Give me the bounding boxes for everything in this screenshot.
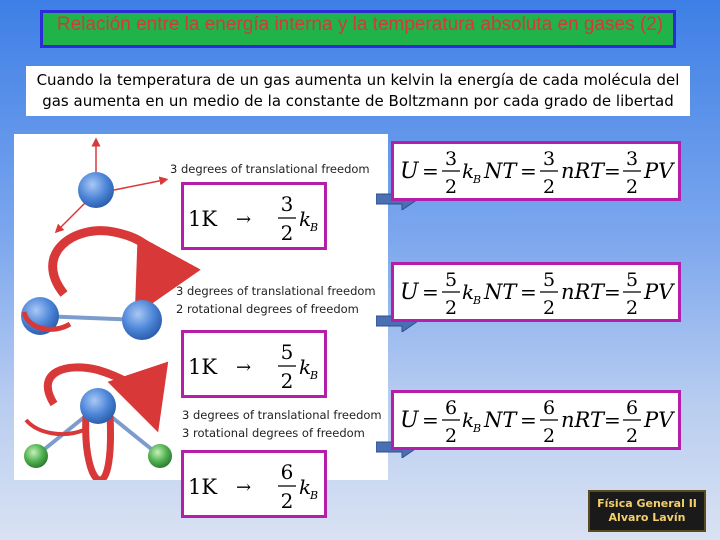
boltzmann-k: k <box>462 280 475 304</box>
boltzmann-k: k <box>462 159 475 183</box>
fraction-numerator: 5 <box>625 269 639 291</box>
boltzmann-subscript: B <box>473 294 482 307</box>
logo-line-1: Física General II <box>597 497 697 510</box>
fraction-denominator: 2 <box>625 425 639 447</box>
fraction-numerator: 6 <box>542 397 556 419</box>
energy-equation-triatomic <box>391 390 681 450</box>
kelvin-box-diatomic <box>181 330 327 398</box>
symbol-pv: PV <box>644 408 674 432</box>
diatomic-molecule <box>21 231 162 340</box>
fraction-denominator: 2 <box>444 176 458 198</box>
dof-label-diatomic <box>176 282 376 318</box>
fraction-numerator: 3 <box>542 148 556 170</box>
boltzmann-k: k <box>299 475 312 499</box>
symbol-pv: PV <box>644 159 674 183</box>
fraction-denominator: 2 <box>444 297 458 319</box>
fraction-numerator: 6 <box>280 460 294 484</box>
triatomic-molecule <box>24 367 172 480</box>
energy-equation-monatomic <box>391 141 681 201</box>
equals-sign: = <box>422 159 439 183</box>
one-kelvin: 1K <box>188 475 218 499</box>
fraction-numerator: 6 <box>444 397 458 419</box>
kelvin-box-triatomic <box>181 450 327 518</box>
symbol-u: U <box>400 408 419 433</box>
fraction-denominator: 2 <box>280 489 294 513</box>
dof-line: 3 rotational degrees of freedom <box>182 426 365 440</box>
equals-sign: = <box>604 408 621 432</box>
equals-sign: = <box>604 280 621 304</box>
symbol-nrt: nRT <box>561 159 604 183</box>
fraction-numerator: 6 <box>625 397 639 419</box>
atom-blue <box>78 172 114 208</box>
arrow-symbol: → <box>236 477 252 498</box>
dof-line: 3 degrees of translational freedom <box>170 162 370 176</box>
atom-green <box>24 444 48 468</box>
equals-sign: = <box>520 280 537 304</box>
boltzmann-subscript: B <box>473 422 482 435</box>
equals-sign: = <box>422 280 439 304</box>
equals-sign: = <box>422 408 439 432</box>
arrow-symbol: → <box>236 357 252 378</box>
fraction-numerator: 5 <box>280 340 294 364</box>
fraction-numerator: 3 <box>625 148 639 170</box>
fraction-denominator: 2 <box>542 425 556 447</box>
boltzmann-subscript: B <box>310 369 319 382</box>
atom-blue <box>122 300 162 340</box>
arrow-symbol: → <box>236 209 252 230</box>
dof-line: 2 rotational degrees of freedom <box>176 302 359 316</box>
fraction-numerator: 5 <box>542 269 556 291</box>
atom-blue <box>80 388 116 424</box>
symbol-u: U <box>400 280 419 305</box>
monatomic-molecule <box>58 142 164 230</box>
boltzmann-k: k <box>462 408 475 432</box>
fraction-denominator: 2 <box>280 221 294 245</box>
fraction-numerator: 5 <box>444 269 458 291</box>
logo-line-2: Alvaro Lavín <box>608 511 686 524</box>
dof-label-triatomic <box>182 406 382 442</box>
symbol-nrt: nRT <box>561 408 604 432</box>
boltzmann-subscript: B <box>310 489 319 502</box>
fraction-denominator: 2 <box>625 297 639 319</box>
symbol-nt: NT <box>484 159 517 183</box>
equals-sign: = <box>604 159 621 183</box>
equals-sign: = <box>520 159 537 183</box>
boltzmann-k: k <box>299 355 312 379</box>
energy-equation-diatomic <box>391 262 681 322</box>
dof-label-monatomic <box>170 160 370 178</box>
boltzmann-subscript: B <box>310 221 319 234</box>
slide-title: Relación entre la energía interna y la temperatura absoluta en gases (2) <box>56 14 664 35</box>
one-kelvin: 1K <box>188 355 218 379</box>
boltzmann-subscript: B <box>473 173 482 186</box>
fraction-denominator: 2 <box>280 369 294 393</box>
dof-line: 3 degrees of translational freedom <box>182 408 382 422</box>
dof-line: 3 degrees of translational freedom <box>176 284 376 298</box>
one-kelvin: 1K <box>188 207 218 231</box>
symbol-nrt: nRT <box>561 280 604 304</box>
intro-text: Cuando la temperatura de un gas aumenta un kelvin la energía de cada molécula del gas aumenta en un medio de la constante de Boltzmann por cada grado de libertad <box>26 66 690 116</box>
fraction-denominator: 2 <box>542 297 556 319</box>
equals-sign: = <box>520 408 537 432</box>
fraction-denominator: 2 <box>542 176 556 198</box>
symbol-nt: NT <box>484 280 517 304</box>
fraction-numerator: 3 <box>444 148 458 170</box>
boltzmann-k: k <box>299 207 312 231</box>
fraction-denominator: 2 <box>625 176 639 198</box>
atom-green <box>148 444 172 468</box>
course-logo <box>588 490 706 532</box>
symbol-nt: NT <box>484 408 517 432</box>
fraction-denominator: 2 <box>444 425 458 447</box>
fraction-numerator: 3 <box>280 192 294 216</box>
kelvin-box-monatomic <box>181 182 327 250</box>
symbol-pv: PV <box>644 280 674 304</box>
symbol-u: U <box>400 159 419 184</box>
